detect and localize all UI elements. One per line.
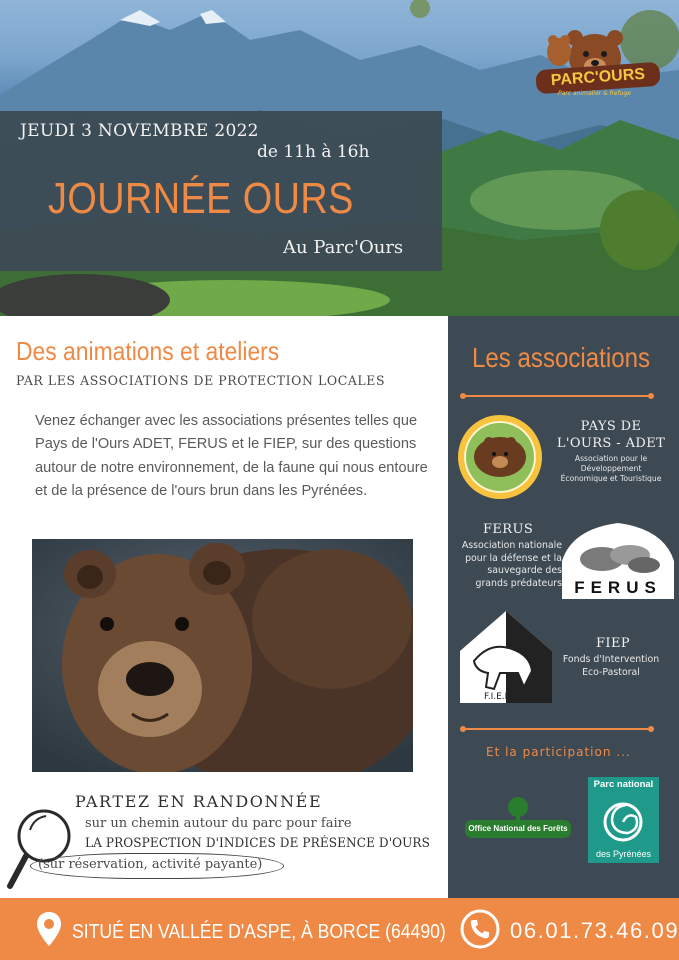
fiep-logo-text: F.I.E.P. (484, 692, 512, 702)
animations-subtitle: PAR LES ASSOCIATIONS DE PROTECTION LOCALES (16, 374, 386, 389)
hike-line-1: sur un chemin autour du parc pour faire (85, 816, 352, 831)
ferus-name: FERUS (483, 522, 534, 537)
phone-icon[interactable] (460, 909, 500, 949)
fiep-description: Fonds d'Intervention Eco-Pastoral (562, 654, 660, 678)
ferus-logo (562, 521, 674, 599)
pnp-title: Parc national (593, 779, 654, 790)
magnifier-icon (4, 800, 80, 892)
parc-ours-logo-name: PARC'OURS (535, 62, 660, 95)
event-date: JEUDI 3 NOVEMBRE 2022 (20, 121, 259, 141)
divider-dot (648, 726, 654, 732)
hike-line-3: (sur réservation, activité payante) (38, 857, 263, 872)
ferus-description: Association nationale pour la défense et la sauvegarde des grands prédateurs (461, 540, 562, 589)
animations-title: Des animations et ateliers (16, 336, 280, 366)
divider-top (465, 395, 651, 397)
divider-dot (460, 726, 466, 732)
event-title: JOURNÉE OURS (48, 174, 354, 223)
divider-dot (460, 393, 466, 399)
event-time: de 11h à 16h (257, 142, 370, 162)
participation-label: Et la participation ... (486, 745, 631, 759)
divider-bottom (465, 728, 651, 730)
hike-line-2: LA PROSPECTION D'INDICES DE PRÉSENCE D'OURS (85, 836, 431, 851)
pays-de-l-ours-logo (453, 412, 548, 502)
onf-logo-text: Office National des Forêts (465, 820, 571, 838)
pays-description: Association pour le Développement Économique et Touristique (560, 454, 662, 483)
event-subtitle: Au Parc'Ours (283, 237, 404, 258)
associations-title: Les associations (472, 342, 651, 373)
pnp-subtitle: des Pyrénées (595, 849, 652, 859)
parc-ours-logo-tagline: Parc animalier & Refuge (558, 90, 631, 97)
ferus-logo-text: FERUS (574, 578, 662, 597)
fiep-name: FIEP (596, 636, 630, 651)
animations-intro: Venez échanger avec les associations présentes telles que Pays de l'Ours ADET, FERUS et le FIEP, sur des questions autour de notre environnement, de la faune qui nous entoure et de la présence de l'ours brun dans les Pyrénées. (35, 413, 428, 500)
pays-name: PAYS DE L'OURS - ADET (556, 419, 666, 451)
phone-number[interactable]: 06.01.73.46.09 (510, 918, 679, 943)
hike-title: PARTEZ EN RANDONNÉE (75, 792, 323, 811)
address: SITUÉ EN VALLÉE D'ASPE, À BORCE (64490) (72, 921, 446, 943)
divider-dot (648, 393, 654, 399)
fiep-logo (460, 611, 552, 703)
brown-bear-photo (32, 539, 413, 772)
location-pin-icon (36, 911, 62, 947)
